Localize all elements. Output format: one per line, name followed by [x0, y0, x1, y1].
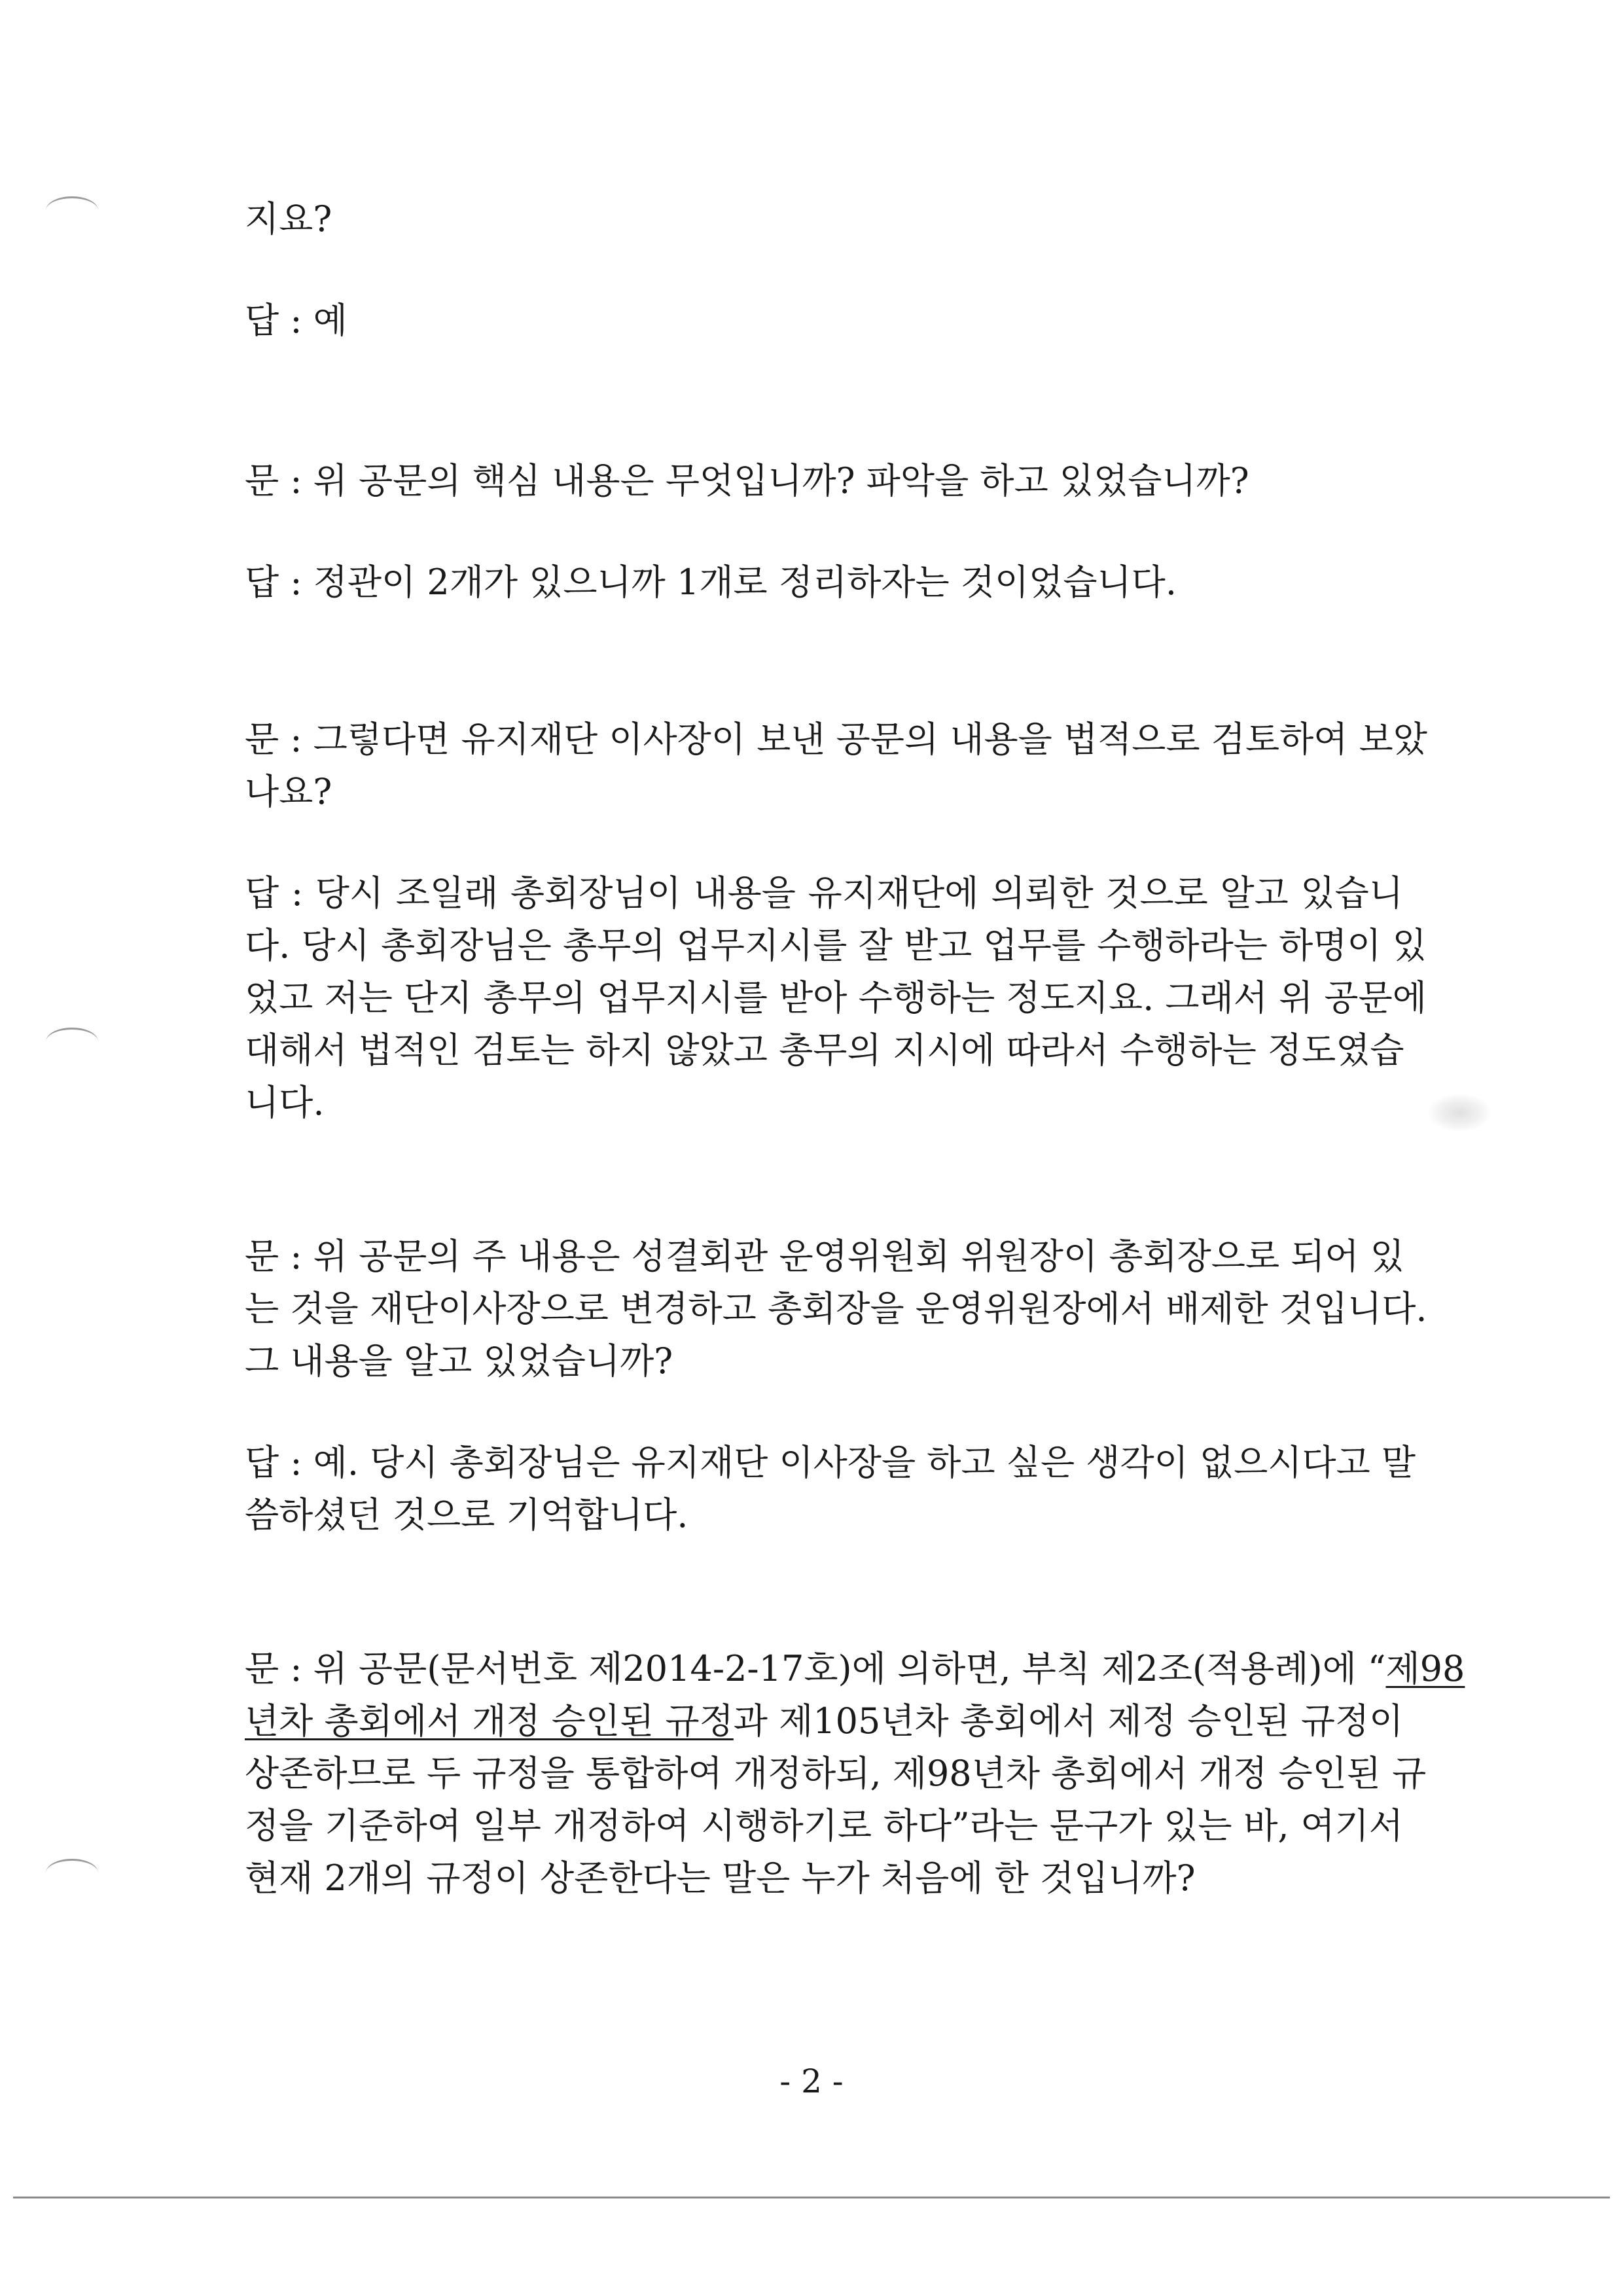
text-segment: 문 : 위 공문(문서번호 제2014-2-17호)에 의하면, 부칙 제2조(적용례)에 “	[245, 1648, 1386, 1689]
underlined-text: 년차 총회에서 개정 승인된 규정	[245, 1700, 734, 1742]
answer-line: 니다.	[245, 1082, 325, 1123]
underlined-text: 제98	[1385, 1648, 1465, 1689]
text-segment: 과 제105년차 총회에서 제정 승인된 규정이	[733, 1700, 1404, 1742]
question-line: 현재 2개의 규정이 상존한다는 말은 누가 처음에 한 것입니까?	[245, 1857, 1196, 1899]
question-line: 그 내용을 알고 있었습니까?	[245, 1340, 673, 1382]
answer-line: 답 : 정관이 2개가 있으니까 1개로 정리하자는 것이었습니다.	[245, 562, 1177, 603]
answer-line: 씀하셨던 것으로 기억합니다.	[245, 1494, 688, 1535]
scan-smudge	[1427, 1093, 1492, 1132]
answer-line: 답 : 예	[245, 300, 348, 341]
answer-line: 대해서 법적인 검토는 하지 않았고 총무의 지시에 따라서 수행하는 정도였습	[245, 1030, 1404, 1071]
scan-margin-mark	[46, 1028, 98, 1056]
answer-line: 답 : 당시 조일래 총회장님이 내용을 유지재단에 의뢰한 것으로 알고 있습니	[245, 872, 1403, 914]
page-number: - 2 -	[779, 2062, 844, 2100]
question-line: 는 것을 재단이사장으로 변경하고 총회장을 운영위원장에서 배제한 것입니다.	[245, 1288, 1427, 1329]
question-line	[245, 1695, 1403, 1748]
answer-line: 었고 저는 단지 총무의 업무지시를 받아 수행하는 정도지요. 그래서 위 공문에	[245, 977, 1427, 1018]
scan-edge-line	[13, 2197, 1610, 2198]
question-line: 상존하므로 두 규정을 통합하여 개정하되, 제98년차 총회에서 개정 승인된 규	[245, 1753, 1427, 1794]
question-line: 나요?	[245, 771, 332, 812]
answer-line: 다. 당시 총회장님은 총무의 업무지시를 잘 받고 업무를 수행하라는 하명이 있	[245, 925, 1427, 966]
scan-margin-mark	[46, 196, 98, 224]
answer-line: 답 : 예. 당시 총회장님은 유지재단 이사장을 하고 싶은 생각이 없으시다고 말	[245, 1442, 1416, 1483]
question-line: 문 : 위 공문의 핵심 내용은 무엇입니까? 파악을 하고 있었습니까?	[245, 460, 1249, 501]
text-line: 지요?	[245, 198, 332, 240]
question-line: 정을 기준하여 일부 개정하여 시행하기로 하다”라는 문구가 있는 바, 여기서	[245, 1805, 1403, 1846]
question-line: 문 : 그렇다면 유지재단 이사장이 보낸 공문의 내용을 법적으로 검토하여 보았	[245, 719, 1427, 760]
question-line: 문 : 위 공문의 주 내용은 성결회관 운영위원회 위원장이 총회장으로 되어 있	[245, 1236, 1404, 1277]
question-line	[245, 1643, 1465, 1695]
scan-margin-mark	[46, 1859, 98, 1887]
